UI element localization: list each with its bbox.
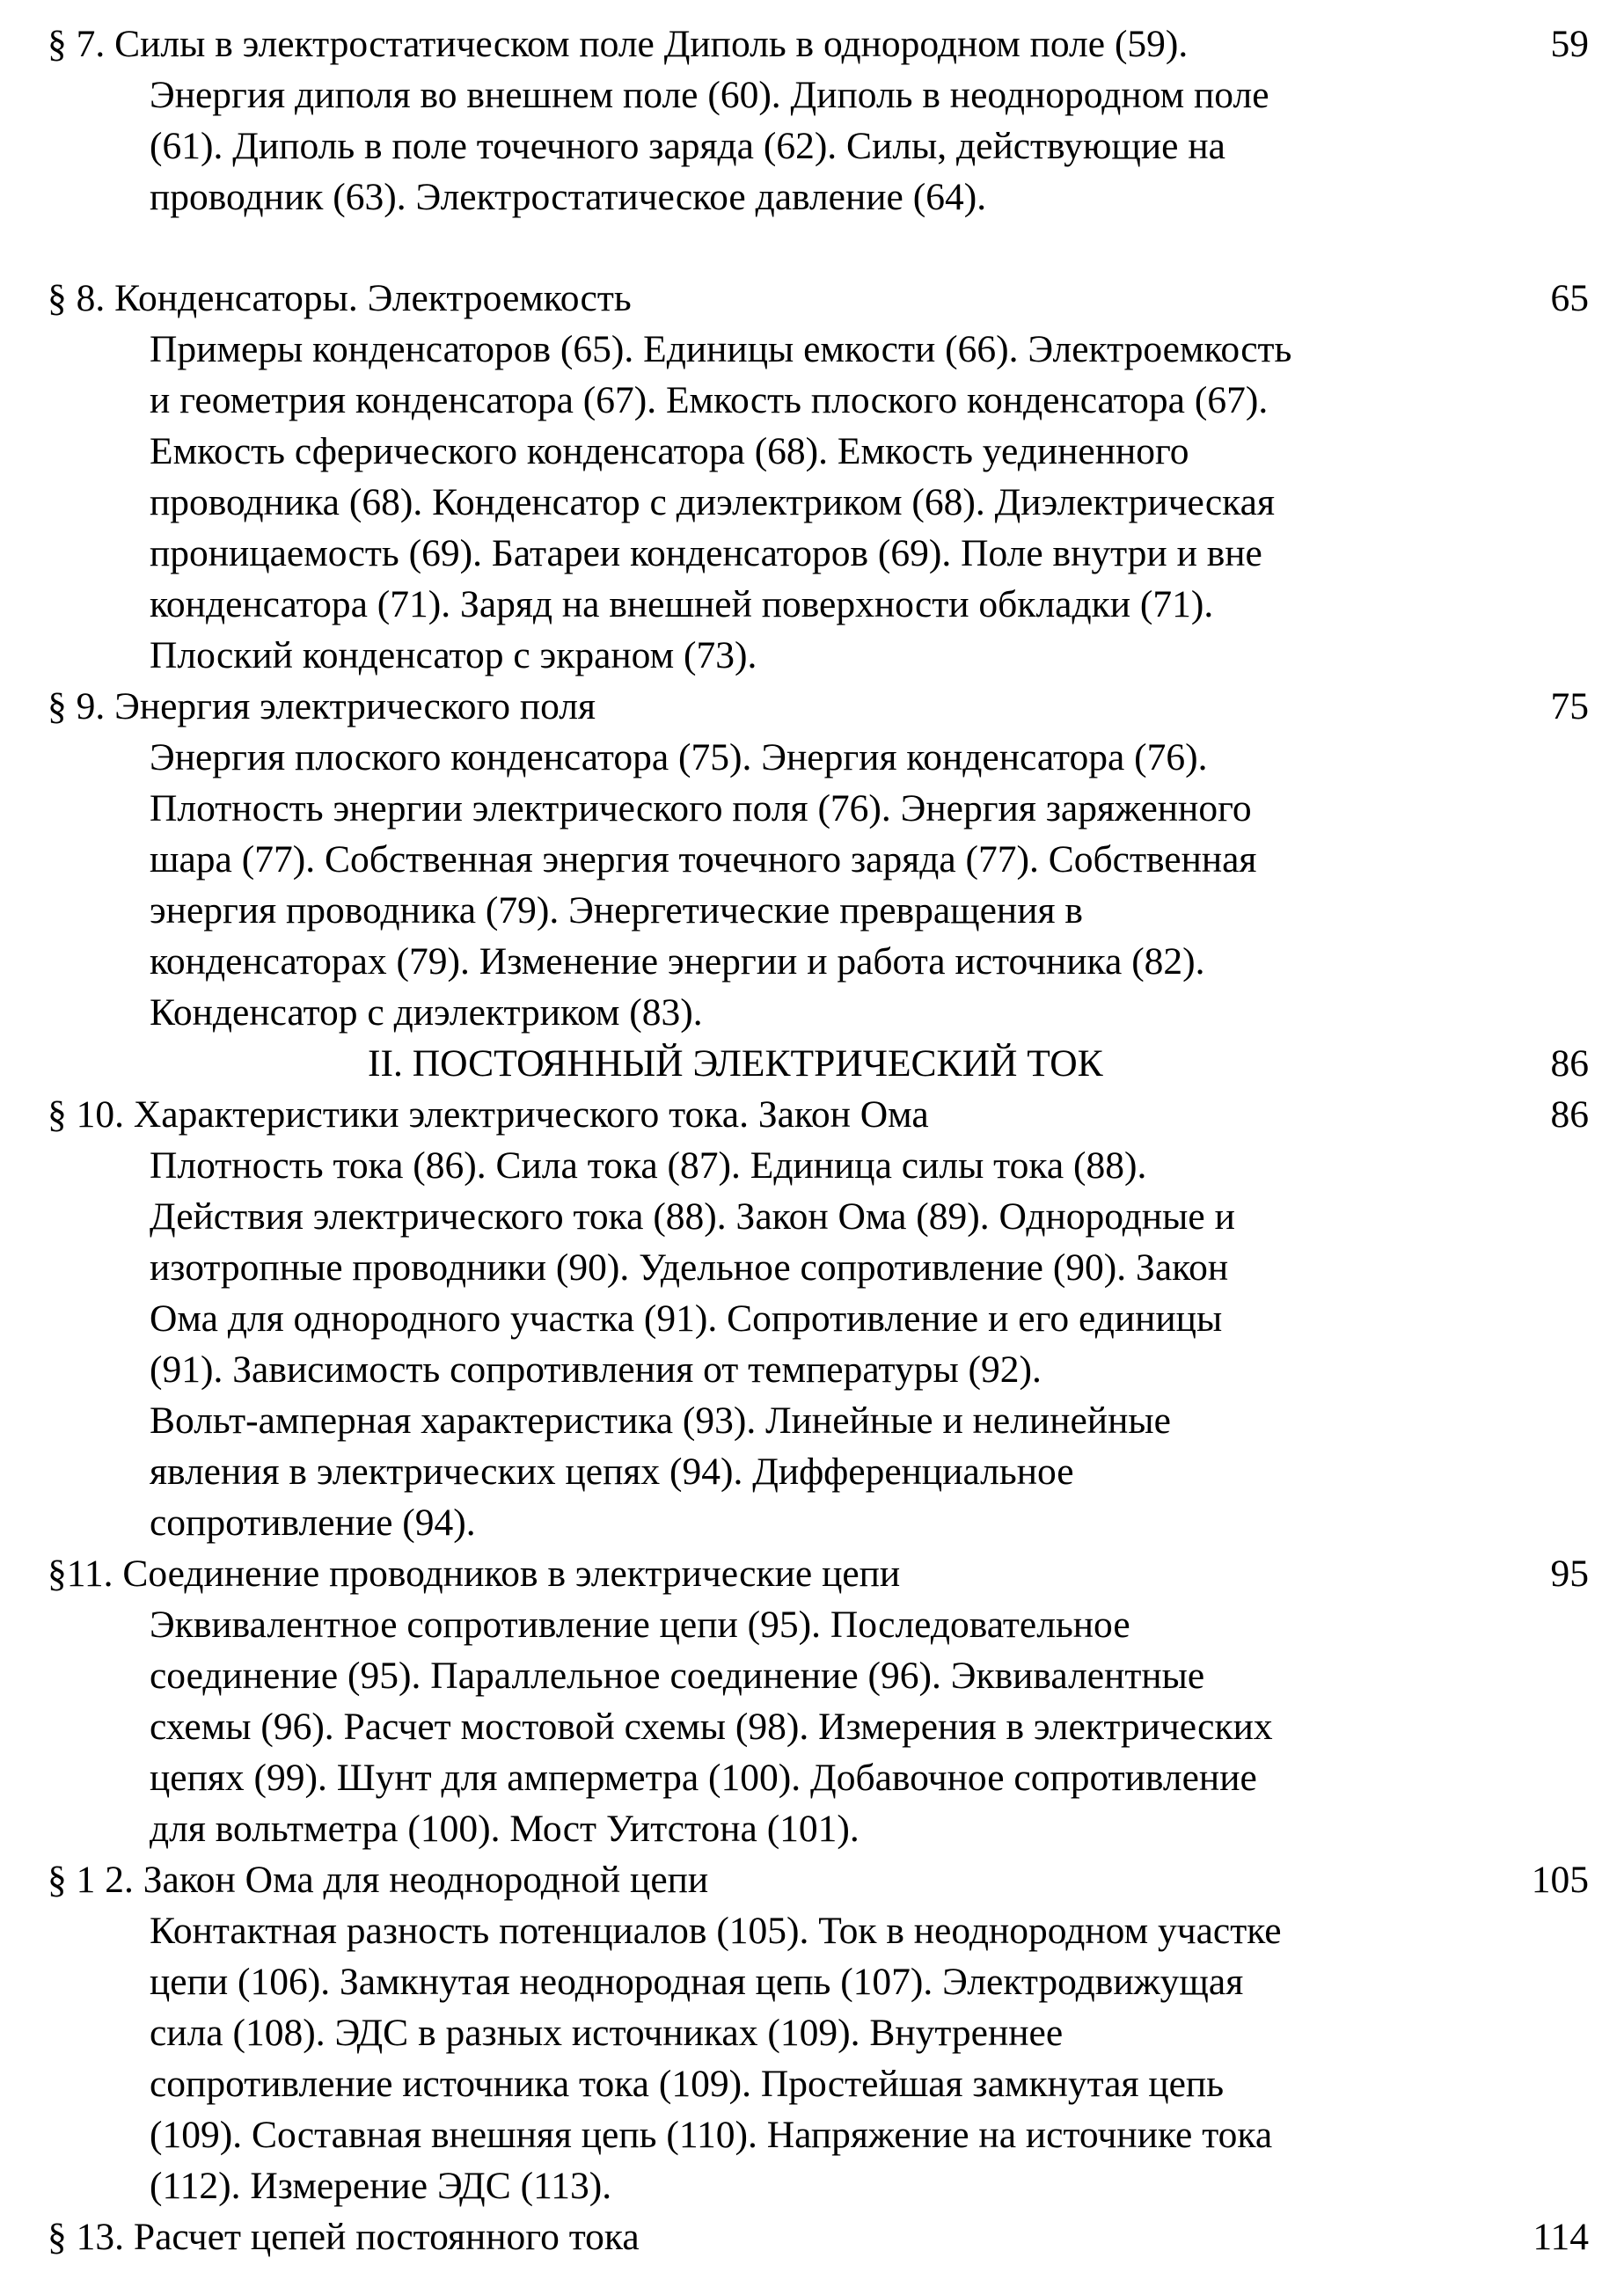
section-description-line: соединение (95). Параллельное соединение (96). Эквивалентные: [150, 1655, 1205, 1697]
section-heading: §11. Соединение проводников в электрические цепи: [48, 1553, 901, 1595]
section-heading: § 8. Конденсаторы. Электроемкость: [48, 277, 632, 319]
page-number: 59: [1550, 23, 1589, 65]
section-description-line: Примеры конденсаторов (65). Единицы емкости (66). Электроемкость: [150, 328, 1292, 370]
section-description-line: проводника (68). Конденсатор с диэлектриком (68). Диэлектрическая: [150, 481, 1275, 523]
section-description-line: Ома для однородного участка (91). Сопротивление и его единицы: [150, 1297, 1223, 1340]
page-number: 75: [1550, 685, 1589, 727]
page-number: 105: [1531, 1859, 1589, 1901]
section-description-line: схемы (96). Расчет мостовой схемы (98). Измерения в электрических: [150, 1706, 1273, 1748]
section-description-line: (61). Диполь в поле точечного заряда (62). Силы, действующие на: [150, 125, 1225, 167]
section-description-line: Конденсатор с диэлектриком (83).: [150, 991, 703, 1034]
section-description-line: изотропные проводники (90). Удельное сопротивление (90). Закон: [150, 1246, 1229, 1289]
section-description-line: конденсатора (71). Заряд на внешней поверхности обкладки (71).: [150, 583, 1214, 625]
page-number: 114: [1533, 2216, 1589, 2258]
section-description-line: Энергия плоского конденсатора (75). Энергия конденсатора (76).: [150, 736, 1208, 778]
section-description-line: Вольт-амперная характеристика (93). Линейные и нелинейные: [150, 1399, 1171, 1442]
section-description-line: сопротивление источника тока (109). Простейшая замкнутая цепь: [150, 2063, 1225, 2105]
section-description-line: Контактная разность потенциалов (105). Ток в неоднородном участке: [150, 1910, 1282, 1952]
section-description-line: и геометрия конденсатора (67). Емкость плоского конденсатора (67).: [150, 379, 1269, 421]
section-heading: § 7. Силы в электростатическом поле Диполь в однородном поле (59).: [48, 23, 1189, 65]
section-heading: § 10. Характеристики электрического тока. Закон Ома: [48, 1093, 929, 1136]
page-number: 86: [1550, 1093, 1589, 1136]
section-heading: § 9. Энергия электрического поля: [48, 685, 596, 727]
section-heading: § 13. Расчет цепей постоянного тока: [48, 2216, 640, 2258]
section-description-line: Эквивалентное сопротивление цепи (95). Последовательное: [150, 1604, 1130, 1646]
section-description-line: Плотность тока (86). Сила тока (87). Единица силы тока (88).: [150, 1144, 1147, 1187]
part-title: II. ПОСТОЯННЫЙ ЭЛЕКТРИЧЕСКИЙ ТОК: [368, 1042, 1103, 1085]
section-description-line: проводник (63). Электростатическое давление (64).: [150, 176, 987, 218]
section-description-line: Энергия диполя во внешнем поле (60). Диполь в неоднородном поле: [150, 74, 1269, 116]
section-description-line: сопротивление (94).: [150, 1502, 476, 1544]
section-description-line: конденсаторах (79). Изменение энергии и работа источника (82).: [150, 940, 1205, 983]
section-description-line: (91). Зависимость сопротивления от температуры (92).: [150, 1348, 1042, 1391]
section-description-line: цепи (106). Замкнутая неоднородная цепь (107). Электродвижущая: [150, 1961, 1244, 2003]
section-description-line: энергия проводника (79). Энергетические превращения в: [150, 889, 1083, 932]
section-description-line: для вольтметра (100). Мост Уитстона (101).: [150, 1808, 860, 1850]
section-description-line: проницаемость (69). Батареи конденсаторов (69). Поле внутри и вне: [150, 532, 1262, 574]
page-number: 95: [1550, 1553, 1589, 1595]
section-description-line: Действия электрического тока (88). Закон Ома (89). Однородные и: [150, 1195, 1235, 1238]
section-description-line: (112). Измерение ЭДС (113).: [150, 2165, 612, 2207]
section-description-line: явления в электрических цепях (94). Дифференциальное: [150, 1451, 1074, 1493]
section-description-line: Плотность энергии электрического поля (76). Энергия заряженного: [150, 787, 1252, 829]
section-description-line: цепях (99). Шунт для амперметра (100). Добавочное сопротивление: [150, 1757, 1257, 1799]
section-description-line: Емкость сферического конденсатора (68). Емкость уединенного: [150, 430, 1189, 472]
section-heading: § 1 2. Закон Ома для неоднородной цепи: [48, 1859, 709, 1901]
section-description-line: (109). Составная внешняя цепь (110). Напряжение на источнике тока: [150, 2114, 1273, 2156]
section-description-line: Плоский конденсатор с экраном (73).: [150, 634, 757, 676]
section-description-line: шара (77). Собственная энергия точечного заряда (77). Собственная: [150, 838, 1257, 881]
page-number: 65: [1550, 277, 1589, 319]
page-number: 86: [1550, 1042, 1589, 1085]
section-description-line: сила (108). ЭДС в разных источниках (109). Внутреннее: [150, 2012, 1064, 2054]
